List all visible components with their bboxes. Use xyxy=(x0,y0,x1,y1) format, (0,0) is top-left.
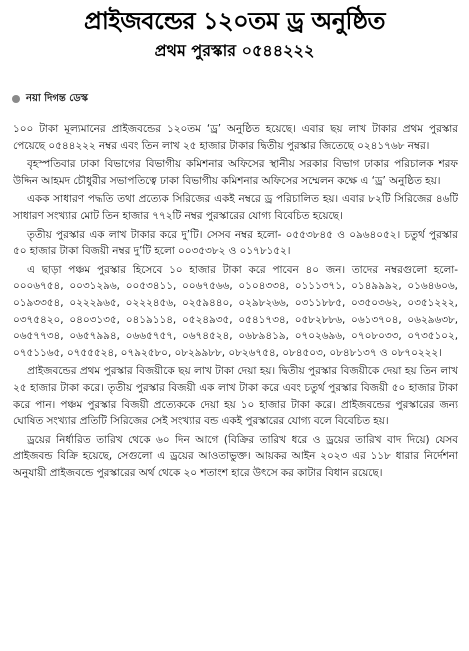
paragraph: বৃহস্পতিবার ঢাকা বিভাগের বিভাগীয় কমিশনার অফিসের স্থানীয় সরকার বিভাগ ঢাকার পরিচালক শরফ উদ্দিন আহমদ চৌধুরীর সভাপতিত্বে ঢাকা বিভাগীয় কমিশনার অফিসের সম্মেলন কক্ষে এ ‘ড্র’ অনুষ্ঠিত হয়। xyxy=(13,158,458,187)
byline-text: নয়া দিগন্ত ডেস্ক xyxy=(26,93,88,104)
headline: প্রাইজবন্ডের ১২০তম ড্র অনুষ্ঠিত xyxy=(83,7,386,35)
subheadline: প্রথম পুরস্কার ০৫৪৪২২২ xyxy=(154,41,315,60)
paragraph: এ ছাড়া পঞ্চম পুরস্কার হিসেবে ১০ হাজার টাকা করে পাবেন ৪০ জন। তাদের নম্বরগুলো হলো- ০০০৬৭৫৪, ০০৩১২৯৬, ০০৫৩৪১১, ০০৬৭৫৬৬, ০১০৪৩৩৪, ০১১১৩৭১, ০১৪৯৯৯২, ০১৬৪৬০৬, ০১৯৩৩৫৪, ০২২২৯৬৫, ০২২২৪৫৬, ০২৫৯৪৪০, ০২৯৮২৬৬, ০৩১১৮৮৫, ০৩৫০৩৬২, ০৩৫১২২২, ০৩৭৫৪২০, ০৪০৩১৩৫, ০৪১৯১১৪, ০৫২৪৯৩৫, ০৫৪১৭৩৪, ০৫৮২৮৮৬, ০৬১৩৭০৪, ০৬২৯৬৩৮, ০৬৫৭৭৩৪, ০৬৫৭৯৯৪, ০৬৬৫৭৫৭, ০৬৭৪৫২৪, ০৬৮৯৪১৯, ০৭০২৬৯৬, ০৭০৮০৩৩, ০৭৩৫১০২, ০৭৫১১৬৫, ০৭৫৫৫২৪, ০৭৯২৫৮০, ০৮২৯৯৮৮, ০৮২৬৭৫৪, ০৮৪৫০৩, ০৮৪৮১৩৭ ও ০৮৭০২২২। xyxy=(13,263,458,359)
bullet-icon xyxy=(12,95,20,103)
byline xyxy=(12,91,88,107)
paragraph: ড্রয়ের নির্ধারিত তারিখ থেকে ৬০ দিন আগে (বিক্রির তারিখ ধরে ও ড্রয়ের তারিখ বাদ দিয়ে) যেসব প্রাইজবন্ড বিক্রি হয়েছে, সেগুলো এ ড্রয়ের আওতাভুক্ত। আয়কর আইন ২০২৩ এর ১১৮ ধারার নির্দেশনা অনুযায়ী প্রাইজবন্ডে পুরস্কারের অর্থ থেকে ২০ শতাংশ হারে উৎসে কর কাটার বিধান রয়েছে। xyxy=(13,433,458,479)
paragraph: প্রাইজবন্ডের প্রথম পুরস্কার বিজয়ীকে ছয় লাখ টাকা দেয়া হয়। দ্বিতীয় পুরস্কার বিজয়ীকে দেয়া হয় তিন লাখ ২৫ হাজার টাকা করে। তৃতীয় পুরস্কার বিজয়ী এক লাখ টাকা করে এবং চতুর্থ পুরস্কার বিজয়ী ৫০ হাজার টাকা করে পান। পঞ্চম পুরস্কার বিজয়ী প্রত্যেককে দেয়া হয় ১০ হাজার টাকা করে। প্রাইজবন্ডের পুরস্কারের জন্য ঘোষিত সংখ্যার প্রতিটি সিরিজের সেই সংখ্যার বন্ড একই পুরস্কারের যোগ্য বলে বিবেচিত হয়। xyxy=(13,365,458,428)
paragraph: একক সাধারণ পদ্ধতি তথা প্রত্যেক সিরিজের একই নম্বরে ড্র পরিচালিত হয়। এবার ৮২টি সিরিজের ৪৬টি সাধারণ সংখ্যার মোট তিন হাজার ৭৭২টি নম্বর পুরস্কারের যোগ্য বিবেচিত হয়েছে। xyxy=(13,193,458,222)
paragraph: তৃতীয় পুরস্কার এক লাখ টাকার করে দু’টি। সেসব নম্বর হলো- ০৫৫৩৮৪৫ ও ০৯৬৪০৫২। চতুর্থ পুরস্কার ৫০ হাজার টাকা বিজয়ী নম্বর দু’টি হলো ০০৩৫৩৮২ ও ০১৭৮১৫২। xyxy=(13,228,458,258)
article-body xyxy=(13,121,458,641)
paragraph: ১০০ টাকা মূল্যমানের প্রাইজবন্ডের ১২০তম ‘ড্র’ অনুষ্ঠিত হয়েছে। এবার ছয় লাখ টাকার প্রথম পুরস্কার পেয়েছে ০৫৪৪২২২ নম্বর এবং তিন লাখ ২৫ হাজার টাকার দ্বিতীয় পুরস্কার জিতেছে ০২৪১৭৬৮ নম্বর। xyxy=(13,123,458,152)
